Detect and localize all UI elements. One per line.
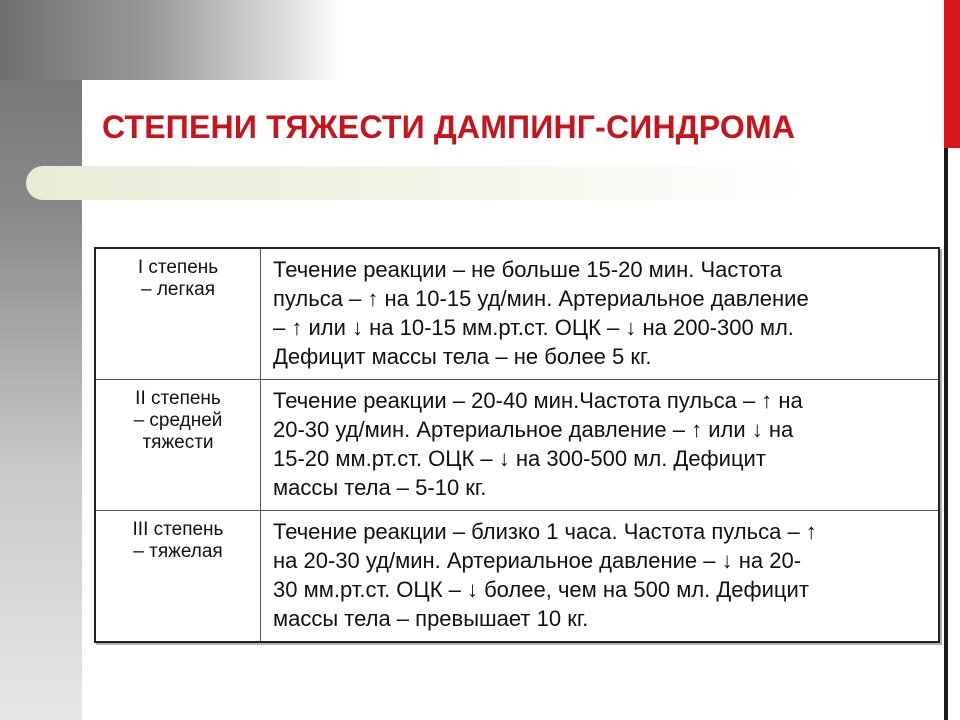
description-line: 15-20 мм.рт.ст. ОЦК – ↓ на 300-500 мл. Дефицит (273, 446, 766, 471)
description-cell (261, 511, 940, 643)
grade-cell (95, 511, 261, 643)
table-row (95, 380, 939, 511)
grade-label-line: – легкая (140, 279, 215, 300)
severity-table (94, 247, 940, 643)
grade-label-line: III степень (132, 519, 224, 540)
description-line: пульса – ↑ на 10-15 уд/мин. Артериальное давление (273, 286, 809, 311)
description-line: массы тела – превышает 10 кг. (273, 606, 589, 631)
description-line: массы тела – 5-10 кг. (273, 475, 487, 500)
description-line: Течение реакции – не больше 15-20 мин. Частота (273, 257, 783, 282)
description-line: 30 мм.рт.ст. ОЦК – ↓ более, чем на 500 мл. Дефицит (273, 577, 809, 602)
description-cell (261, 248, 940, 380)
top-left-gradient (0, 0, 340, 80)
description-line: Течение реакции – 20-40 мин.Частота пульса – ↑ на (273, 388, 803, 413)
description-line: Дефицит массы тела – не более 5 кг. (273, 344, 652, 369)
slide-title: СТЕПЕНИ ТЯЖЕСТИ ДАМПИНГ-СИНДРОМА (102, 109, 796, 145)
grade-label-line: I степень (137, 257, 219, 278)
grade-label-line: – средней (133, 410, 223, 431)
table-row (95, 511, 939, 643)
grade-cell (95, 248, 261, 380)
left-gray-band (0, 0, 82, 720)
table-row (95, 248, 939, 380)
right-red-accent-bar (944, 0, 960, 148)
grade-label-line: II степень (135, 388, 221, 409)
description-line: Течение реакции – близко 1 часа. Частота пульса – ↑ (273, 519, 817, 544)
grade-label-line: – тяжелая (133, 541, 223, 562)
grade-label-line: тяжести (142, 432, 214, 453)
decorative-stripe (26, 166, 806, 200)
description-line: 20-30 уд/мин. Артериальное давление – ↑ или ↓ на (273, 417, 794, 442)
right-dark-accent-line (944, 148, 960, 720)
description-line: на 20-30 уд/мин. Артериальное давление – ↓ на 20- (273, 548, 802, 573)
description-line: – ↑ или ↓ на 10-15 мм.рт.ст. ОЦК – ↓ на 200-300 мл. (273, 315, 794, 340)
description-cell (261, 380, 940, 511)
grade-cell (95, 380, 261, 511)
